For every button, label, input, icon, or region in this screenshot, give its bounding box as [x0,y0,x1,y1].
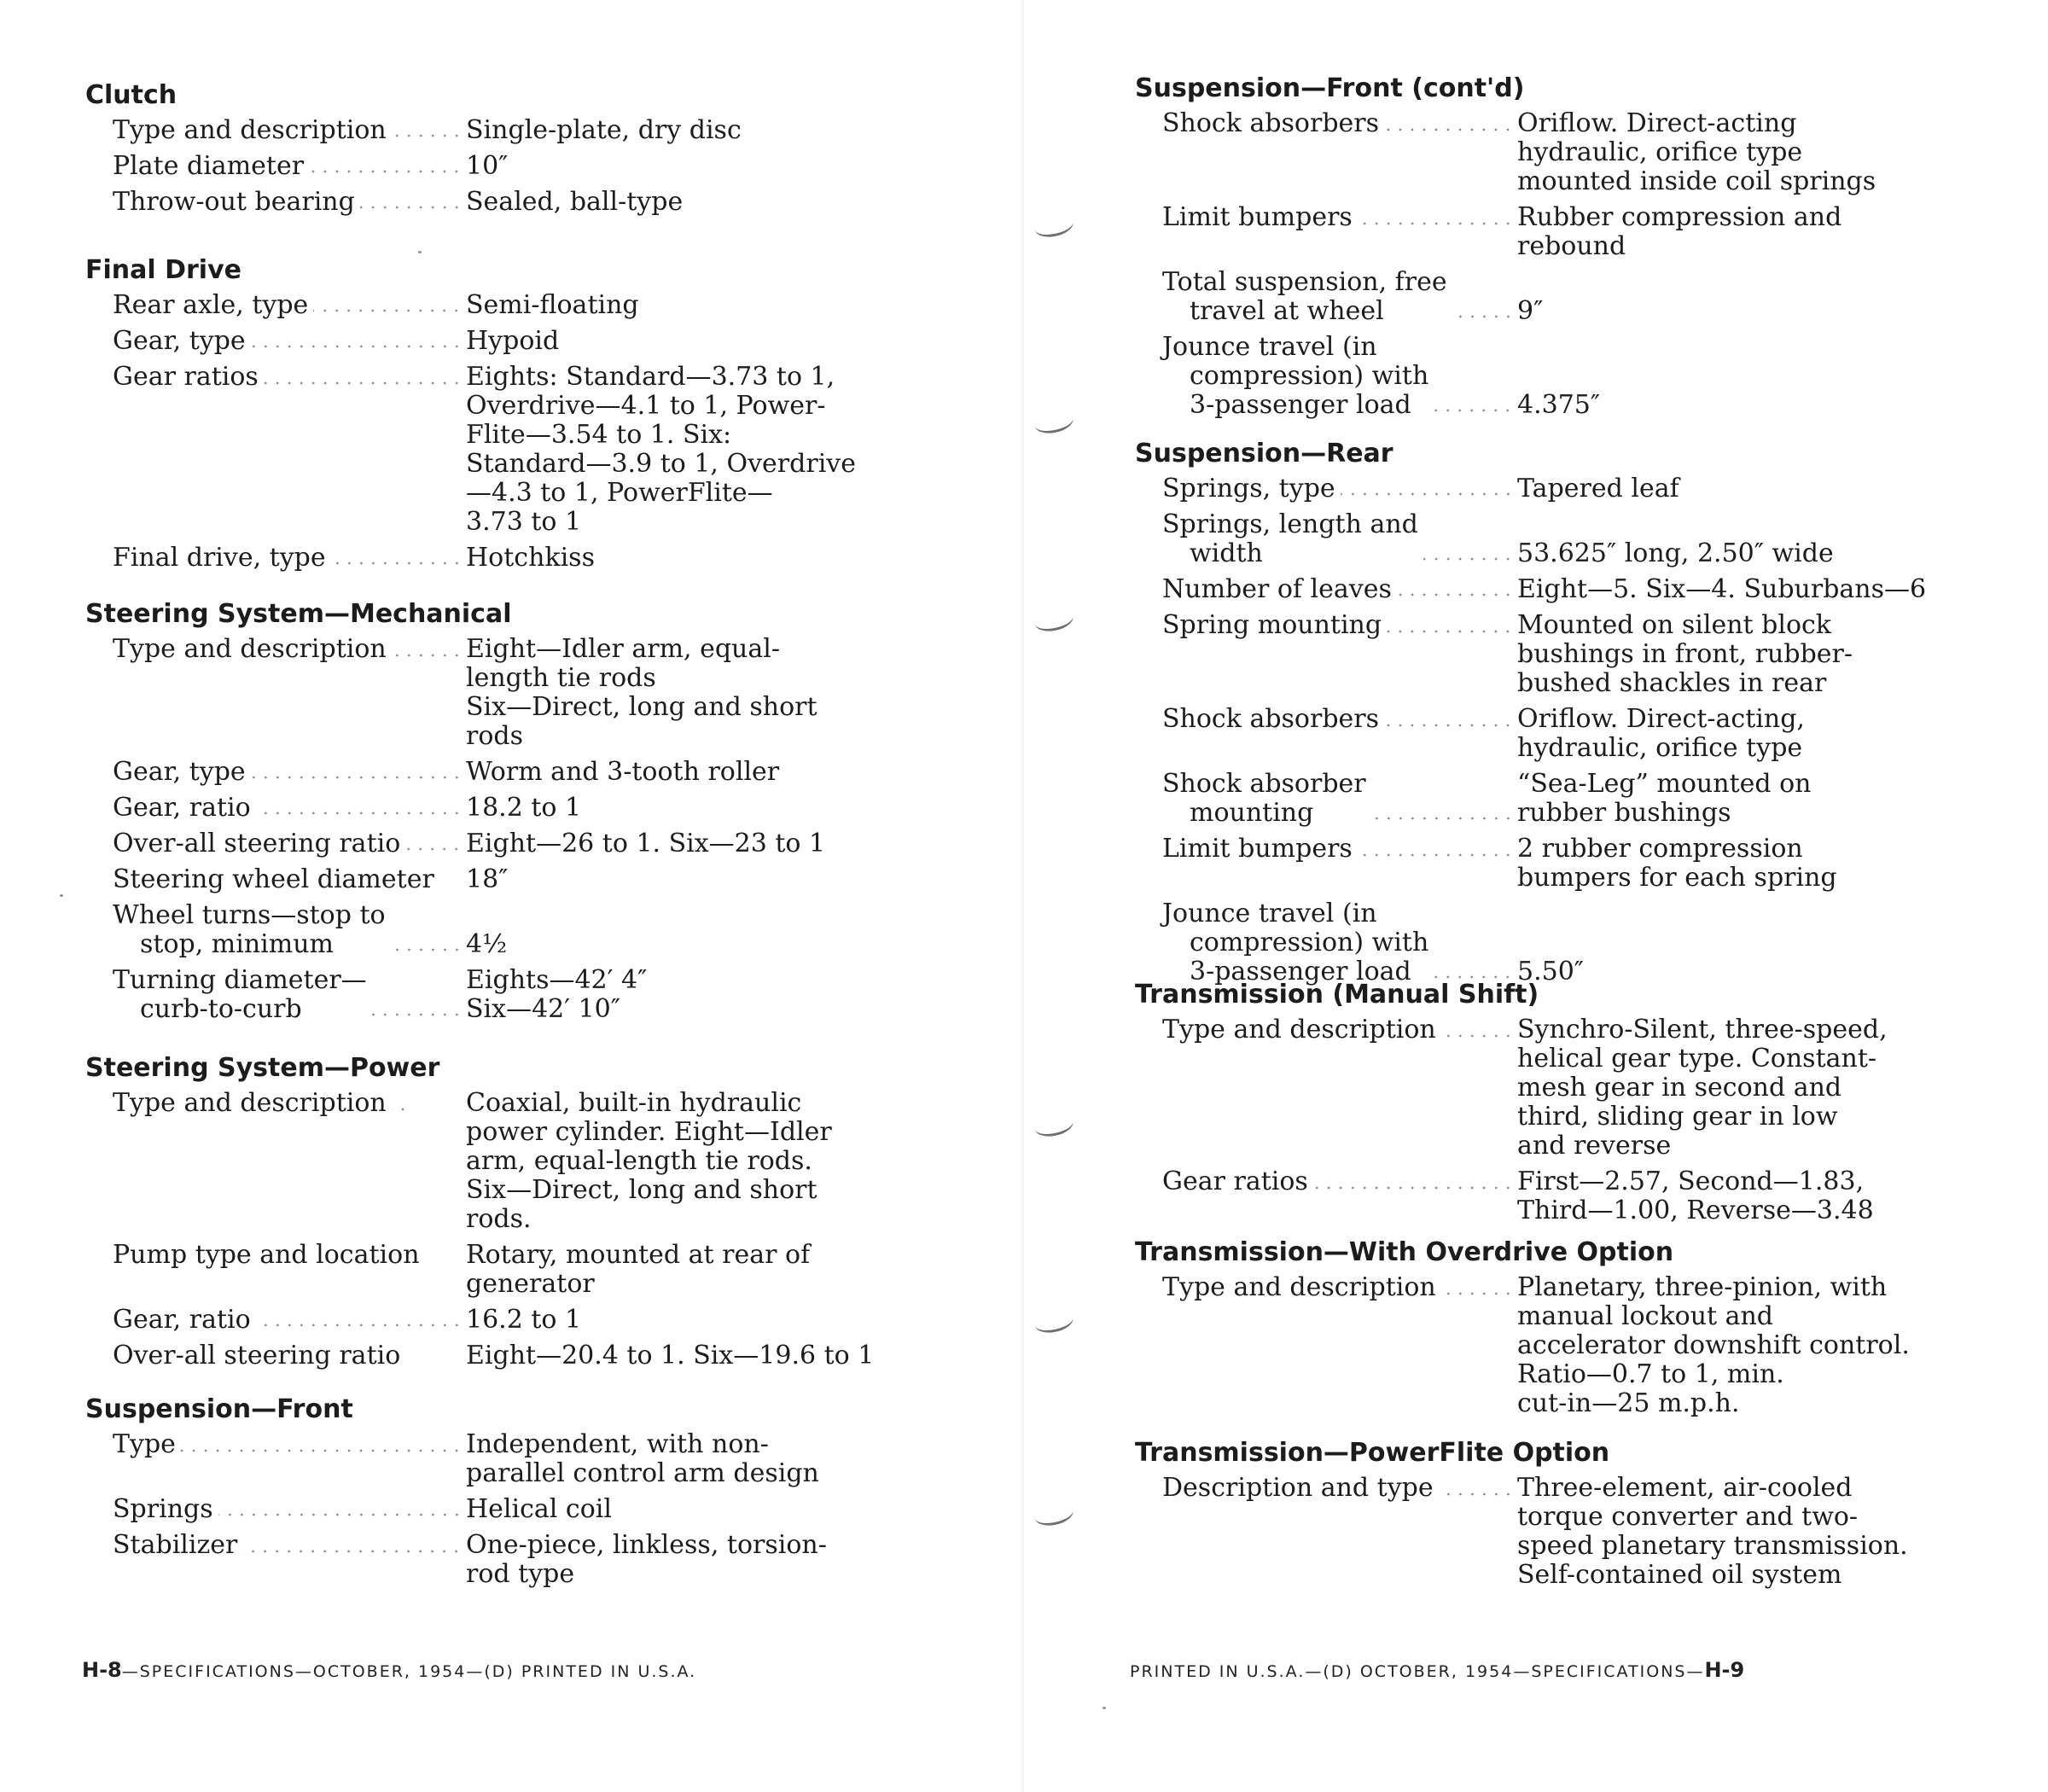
footer-text: PRINTED IN U.S.A.—(D) OCTOBER, 1954—SPECIFICATIONS— [1130,1662,1705,1681]
spec-row [1132,899,2019,986]
spec-row [82,188,935,217]
leader-dots [392,654,463,657]
spec-row [1132,575,2019,604]
spec-value: Eights: Standard—3.73 to 1, Overdrive—4.1 to 1, Power- Flite—3.54 to 1. Six: Standard—3.9 to 1, Overdrive —4.3 to 1, PowerFlite— 3.73 to 1 [466,362,856,537]
spec-value: 18.2 to 1 [466,793,582,823]
spec-value: Eights—42′ 4″ Six—42′ 10″ [466,965,648,1024]
spec-value: 5.50″ [1517,957,1585,986]
spec-label: Gear, ratio [113,793,251,823]
section-transmission-manual [1132,978,2019,1232]
paper-speck [60,894,63,897]
spec-value: Eight—Idler arm, equal- length tie rods Six—Direct, long and short rods [466,634,817,751]
spec-label: Over-all steering ratio [113,829,401,858]
spec-value: 9″ [1517,296,1544,326]
spec-row [82,1341,935,1370]
footer-text: —SPECIFICATIONS—OCTOBER, 1954—(D) PRINTED IN U.S.A. [121,1662,697,1681]
spec-row [1132,770,2019,828]
spec-label: Type and description [113,115,387,145]
spec-value: Independent, with non- parallel control arm design [466,1429,819,1488]
spec-label: Springs [113,1494,213,1524]
spec-label: Shock absorber mounting [1162,769,1366,828]
spec-value: Coaxial, built-in hydraulic power cylinder. Eight—Idler arm, equal-length tie rods. Six—Direct, long and short rods. [466,1088,832,1234]
section-title: Transmission—With Overdrive Option [1135,1237,1674,1267]
leader-dots [1341,492,1514,496]
spec-row [82,865,935,894]
section-title: Transmission—PowerFlite Option [1135,1438,1610,1468]
spec-value: Helical coil [466,1494,612,1524]
spec-row [82,116,935,145]
spec-row [82,1306,935,1335]
spec-row [82,1241,935,1299]
leader-dots [1439,1492,1514,1496]
spec-value: Eight—20.4 to 1. Six—19.6 to 1 [466,1341,875,1370]
spec-label: Plate diameter [113,151,305,181]
spec-row [1132,835,2019,893]
spec-label: Gear, type [113,326,246,356]
spec-label: Gear ratios [113,362,259,392]
spec-label: Rear axle, type [113,290,309,320]
spec-value: Planetary, three-pinion, with manual lockout and accelerator downshift control. Ratio—0.7 to 1, min. cut-in—25 m.p.h. [1517,1272,1910,1418]
spec-value: Rubber compression and rebound [1517,202,1842,261]
spec-value: Hypoid [466,326,560,356]
spec-row [1132,1167,2019,1225]
spec-row [82,829,935,858]
section-title: Clutch [85,80,177,110]
spec-value: Mounted on silent block bushings in front, rubber- bushed shackles in rear [1517,610,1853,698]
spec-row [82,901,935,959]
leader-dots [1358,853,1514,857]
spec-row [1132,268,2019,326]
leader-dots [256,812,463,815]
spec-value: 10″ [466,151,509,181]
spec-value: Semi-floating [466,290,639,320]
spec-value: Eight—26 to 1. Six—23 to 1 [466,829,826,858]
spec-label: Steering wheel diameter [113,864,434,894]
spec-row [82,794,935,823]
leader-dots [1384,128,1514,131]
spec-row [1132,1474,2019,1590]
right-page [1024,0,2048,1792]
leader-dots [372,1013,463,1016]
spec-label: Pump type and location [113,1240,420,1270]
spec-label: Type and description [1162,1272,1436,1302]
section-transmission-overdrive [1132,1236,2019,1425]
spec-row [82,152,935,181]
spec-label: Type and description [113,1088,387,1118]
section-title: Transmission (Manual Shift) [1135,980,1539,1009]
leader-dots [392,134,463,137]
spec-label: Limit bumpers [1162,834,1353,864]
spec-label: Gear, type [113,757,246,787]
spec-row [1132,1015,2019,1161]
spec-value: First—2.57, Second—1.83, Third—1.00, Reverse—3.48 [1517,1167,1874,1225]
spec-row [1132,474,2019,503]
spec-label: Type and description [113,634,387,664]
leader-dots [1387,630,1514,633]
section-clutch [82,79,935,224]
section-title: Suspension—Front (cont'd) [1135,73,1525,103]
spec-value: Three-element, air-cooled torque converter and two- speed planetary transmission. Self-contained oil system [1517,1473,1908,1590]
section-title: Steering System—Power [85,1053,440,1083]
spec-value: 53.625″ long, 2.50″ wide [1517,538,1834,568]
section-final-drive [82,253,935,579]
spec-label: Total suspension, free travel at wheel [1162,267,1447,326]
leader-dots [1358,222,1514,225]
spec-row [82,1089,935,1234]
leader-dots [360,206,463,209]
section-title: Suspension—Front [85,1394,353,1424]
spec-row [1132,510,2019,568]
spec-row [82,966,935,1024]
leader-dots [392,1108,409,1111]
leader-dots [309,170,463,173]
spec-label: Turning diameter— curb-to-curb [113,965,367,1024]
page-footer [82,1658,696,1682]
leader-dots [1397,593,1514,596]
leader-dots [1434,409,1514,412]
spec-row [1132,705,2019,763]
spec-row [1132,109,2019,196]
spec-value: 2 rubber compression bumpers for each spring [1517,834,1837,893]
spec-label: Type and description [1162,1015,1436,1044]
leader-dots [1423,557,1514,561]
spec-value: “Sea-Leg” mounted on rubber bushings [1517,769,1812,828]
spec-value: Oriflow. Direct-acting hydraulic, orifice type mounted inside coil springs [1517,108,1876,196]
page-number: H-9 [1704,1658,1745,1682]
spec-value: Synchro-Silent, three-speed, helical gear type. Constant- mesh gear in second and third, sliding gear in low and reverse [1517,1015,1888,1161]
page-footer [1130,1658,1744,1682]
section-title: Suspension—Rear [1135,439,1393,468]
spec-row [82,1495,935,1524]
spec-value: Worm and 3-tooth roller [466,757,780,787]
spec-label: Springs, type [1162,474,1335,503]
page-number: H-8 [82,1658,122,1682]
spec-label: Over-all steering ratio [113,1341,401,1370]
leader-dots [242,1550,463,1553]
leader-dots [251,776,463,779]
spec-label: Type [113,1429,176,1459]
leader-dots [391,948,463,951]
spec-row [1132,1273,2019,1418]
spec-value: Eight—5. Six—4. Suburbans—6 [1517,574,1927,604]
spec-label: Shock absorbers [1162,108,1380,138]
section-transmission-powerflite [1132,1436,2019,1597]
spec-row [82,327,935,356]
spec-label: Jounce travel (in compression) with 3-passenger load [1162,332,1429,420]
section-suspension-front-contd [1132,72,2019,427]
spec-row [82,1430,935,1488]
spec-value: Sealed, ball-type [466,187,684,217]
section-steering-mechanical [82,597,935,1031]
spec-row [1132,611,2019,698]
leader-dots [1371,817,1514,820]
leader-dots [181,1449,463,1452]
spec-row [82,1531,935,1589]
leader-dots [1313,1186,1514,1190]
section-title: Steering System—Mechanical [85,599,512,629]
spec-label: Number of leaves [1162,574,1392,604]
leader-dots [1384,724,1514,727]
section-steering-power [82,1051,935,1377]
spec-label: Stabilizer [113,1530,238,1560]
spec-label: Limit bumpers [1162,202,1353,232]
spec-value: Oriflow. Direct-acting, hydraulic, orifice type [1517,704,1805,763]
spec-row [82,635,935,751]
spec-label: Shock absorbers [1162,704,1380,734]
paper-speck [1103,1707,1106,1709]
leader-dots [1441,1292,1514,1295]
leader-dots [1452,315,1514,318]
spec-label: Gear, ratio [113,1305,251,1335]
spec-label: Final drive, type [113,543,326,573]
spec-value: Single-plate, dry disc [466,115,742,145]
spec-value: Hotchkiss [466,543,595,573]
spec-label: Gear ratios [1162,1167,1308,1196]
spec-value: 16.2 to 1 [466,1305,582,1335]
section-suspension-rear [1132,437,2019,993]
spec-row [1132,203,2019,261]
spec-row [82,291,935,320]
leader-dots [256,1324,463,1327]
spec-row [82,363,935,537]
spec-row [82,544,935,573]
spec-label: Springs, length and width [1162,509,1418,568]
leader-dots [405,847,463,851]
spec-label: Throw-out bearing [113,187,355,217]
leader-dots [218,1513,463,1516]
spec-value: One-piece, linkless, torsion- rod type [466,1530,827,1589]
leader-dots [331,561,463,565]
leader-dots [251,345,463,348]
spec-label: Jounce travel (in compression) with 3-passenger load [1162,899,1429,986]
spec-value: Tapered leaf [1517,474,1679,503]
leader-dots [264,381,463,385]
paper-speck [418,251,422,253]
spec-value: Rotary, mounted at rear of generator [466,1240,811,1299]
spec-value: 4.375″ [1517,390,1601,420]
section-suspension-front [82,1393,935,1596]
spec-label: Description and type [1162,1473,1434,1503]
spec-value: 4½ [466,929,508,959]
leader-dots [1441,1034,1514,1038]
spec-label: Wheel turns—stop to stop, minimum [113,900,386,959]
spec-value: 18″ [466,864,509,894]
section-title: Final Drive [85,255,241,285]
spec-label: Spring mounting [1162,610,1382,640]
leader-dots [313,309,463,312]
spec-row [1132,333,2019,420]
spec-row [82,758,935,787]
